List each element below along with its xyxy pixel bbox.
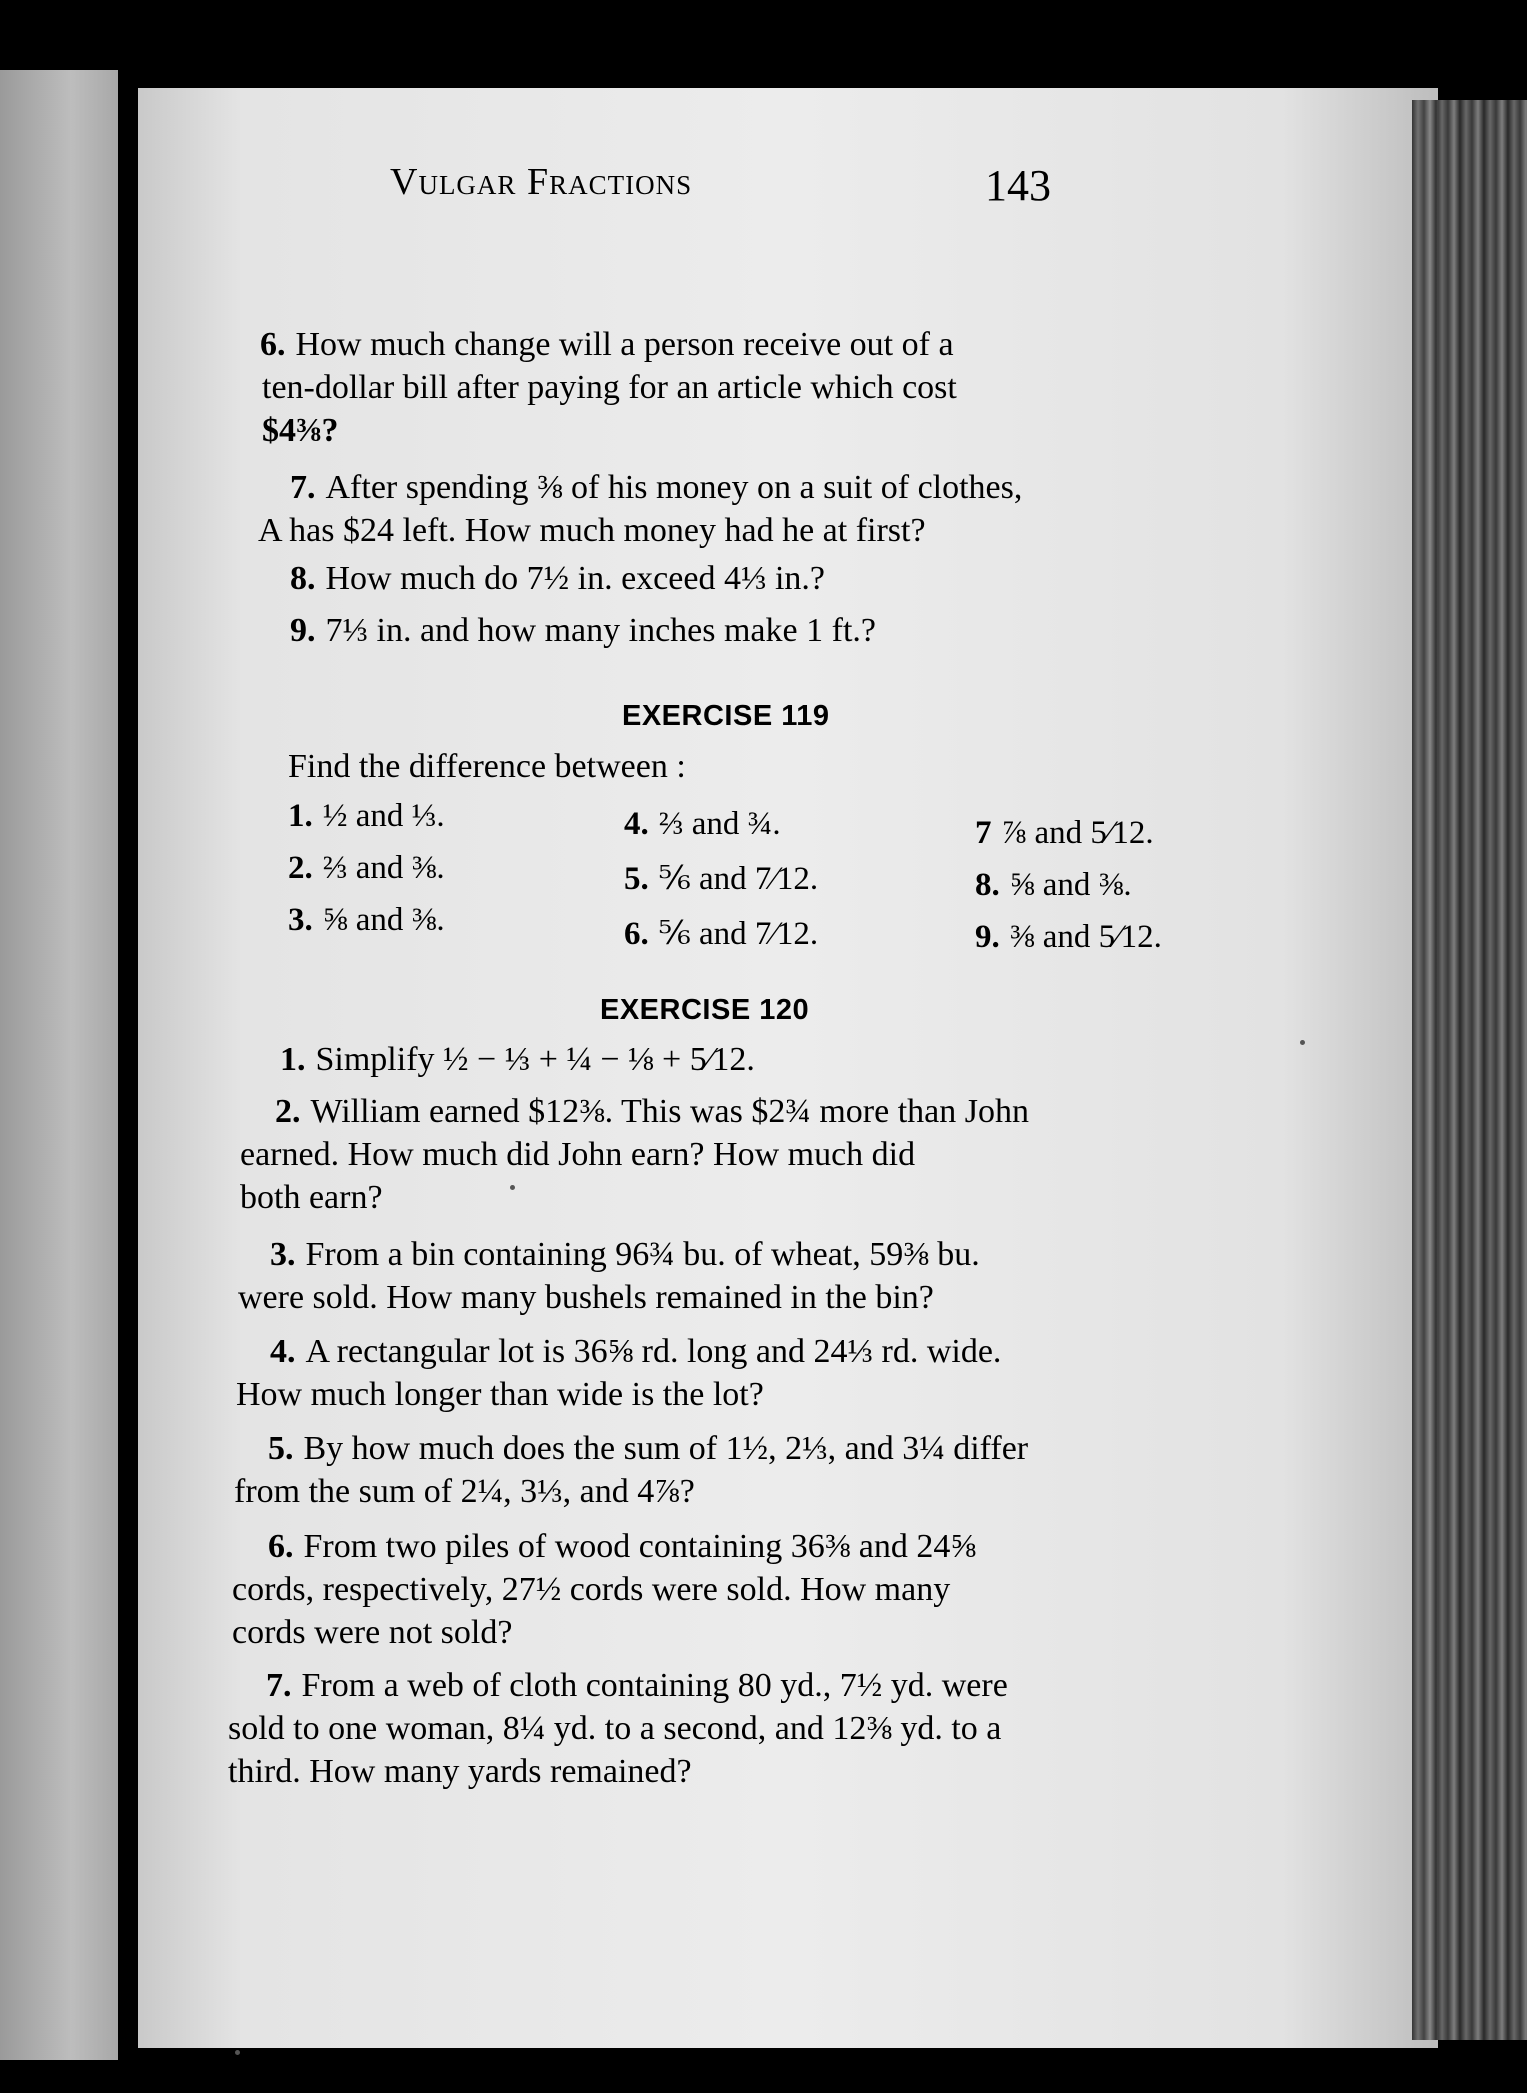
problem-text-line: How much change will a person receive out of a bbox=[295, 326, 954, 363]
exercise-119-column-1 bbox=[288, 798, 445, 954]
book-spine bbox=[1412, 100, 1527, 2040]
item-text-line: A rectangular lot is 36⅝ rd. long and 24⅓ rd. wide. bbox=[305, 1333, 1002, 1370]
exercise-120-heading: EXERCISE 120 bbox=[600, 994, 810, 1026]
speck bbox=[235, 2050, 240, 2055]
exercise-item: 7 ⅞ and 5⁄12. bbox=[975, 815, 1154, 851]
exercise-120-item-7 bbox=[266, 1664, 1008, 1707]
item-number: 6. bbox=[268, 1528, 294, 1565]
problem-6-line-2: ten-dollar bill after paying for an article which cost bbox=[262, 369, 957, 406]
item-number: 4. bbox=[270, 1333, 296, 1370]
exercise-120-item-6 bbox=[268, 1525, 976, 1568]
problem-7 bbox=[290, 466, 1022, 509]
exercise-item: 1. ½ and ⅓. bbox=[288, 798, 445, 834]
item-number: 3. bbox=[270, 1236, 296, 1273]
item-number: 7. bbox=[266, 1667, 292, 1704]
problem-text-line: 7⅓ in. and how many inches make 1 ft.? bbox=[325, 612, 876, 649]
exercise-120-item-1 bbox=[280, 1038, 755, 1081]
exercise-120-item-4 bbox=[270, 1330, 1001, 1373]
item-number: 5. bbox=[268, 1430, 294, 1467]
exercise-120-item-5 bbox=[268, 1427, 1028, 1470]
problem-number: 9. bbox=[290, 612, 316, 649]
exercise-item: 9. ⅜ and 5⁄12. bbox=[975, 919, 1162, 955]
left-page-edge bbox=[0, 70, 118, 2060]
exercise-120-item-7-line-2: sold to one woman, 8¼ yd. to a second, and 12⅜ yd. to a bbox=[228, 1710, 1002, 1747]
problem-9 bbox=[290, 609, 876, 652]
exercise-120-item-6-line-2: cords, respectively, 27½ cords were sold. How many bbox=[232, 1571, 951, 1608]
exercise-120-item-2 bbox=[275, 1090, 1029, 1133]
problem-8 bbox=[290, 557, 825, 600]
exercise-item: 5. ⅚ and 7⁄12. bbox=[624, 861, 819, 897]
exercise-119-prompt: Find the difference between : bbox=[288, 748, 686, 785]
exercise-120-item-3 bbox=[270, 1233, 980, 1276]
problem-text-line: After spending ⅜ of his money on a suit of clothes, bbox=[325, 469, 1023, 506]
exercise-119-column-2 bbox=[624, 806, 818, 968]
exercise-119-heading: EXERCISE 119 bbox=[622, 700, 830, 732]
item-text-line: Simplify ½ − ⅓ + ¼ − ⅛ + 5⁄12. bbox=[315, 1041, 755, 1078]
speck bbox=[1300, 1040, 1305, 1045]
item-number: 1. bbox=[280, 1041, 306, 1078]
exercise-120-item-3-line-2: were sold. How many bushels remained in the bin? bbox=[238, 1279, 934, 1316]
exercise-120-item-2-line-2: earned. How much did John earn? How much did bbox=[240, 1136, 916, 1173]
item-text-line: By how much does the sum of 1½, 2⅓, and 3¼ differ bbox=[303, 1430, 1029, 1467]
exercise-120-item-7-line-3: third. How many yards remained? bbox=[228, 1753, 692, 1790]
problem-6-line-3: $4⅜? bbox=[262, 412, 339, 449]
item-text-line: From a web of cloth containing 80 yd., 7½ yd. were bbox=[301, 1667, 1008, 1704]
problem-number: 6. bbox=[260, 326, 286, 363]
exercise-item: 6. ⅚ and 7⁄12. bbox=[624, 916, 819, 952]
speck bbox=[510, 1185, 515, 1190]
exercise-120-item-4-line-2: How much longer than wide is the lot? bbox=[236, 1376, 764, 1413]
problem-number: 7. bbox=[290, 469, 316, 506]
problem-7-line-2: A has $24 left. How much money had he at first? bbox=[258, 512, 926, 549]
item-text-line: William earned $12⅜. This was $2¾ more than John bbox=[310, 1093, 1029, 1130]
exercise-120-item-5-line-2: from the sum of 2¼, 3⅓, and 4⅞? bbox=[234, 1473, 695, 1510]
exercise-120-item-6-line-3: cords were not sold? bbox=[232, 1614, 513, 1651]
page-number: 143 bbox=[985, 161, 1051, 210]
exercise-item: 4. ⅔ and ¾. bbox=[624, 806, 781, 842]
item-text-line: From two piles of wood containing 36⅜ and 24⅝ bbox=[303, 1528, 976, 1565]
exercise-119-column-3 bbox=[975, 815, 1162, 971]
problem-text-line: How much do 7½ in. exceed 4⅓ in.? bbox=[325, 560, 825, 597]
exercise-item: 8. ⅝ and ⅜. bbox=[975, 867, 1132, 903]
problem-6 bbox=[260, 323, 954, 366]
running-head-title: Vulgar Fractions bbox=[390, 161, 693, 203]
exercise-120-item-2-line-3: both earn? bbox=[240, 1179, 383, 1216]
item-text-line: From a bin containing 96¾ bu. of wheat, 59⅜ bu. bbox=[305, 1236, 980, 1273]
problem-number: 8. bbox=[290, 560, 316, 597]
item-number: 2. bbox=[275, 1093, 301, 1130]
exercise-item: 2. ⅔ and ⅜. bbox=[288, 850, 445, 886]
exercise-item: 3. ⅝ and ⅜. bbox=[288, 902, 445, 938]
